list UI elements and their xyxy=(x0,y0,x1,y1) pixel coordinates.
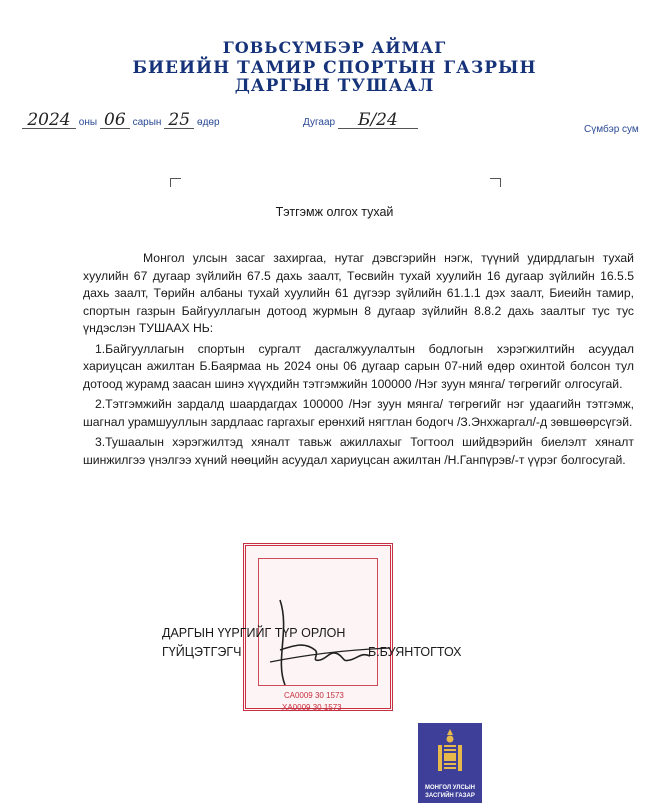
month-value: 06 xyxy=(100,112,130,129)
address-corner-right xyxy=(490,178,501,187)
year-label: оны xyxy=(78,117,98,128)
paragraph-item-2: 2.Тэтгэмжийн зардалд шаардагдах 100000 /Нэг зуун мянга/ төгрөгийг нэг удаагийн тэтгэмж, шагнал урамшууллын зардлаас гаргахыг ерөнхий нягтлан бодогч /З.Энхжаргал/-д зөвшөөрсүгэй. xyxy=(83,397,634,429)
month-label: сарын xyxy=(132,117,162,128)
signer-name: Б.БУЯНТОГТОХ xyxy=(368,645,462,659)
day-label: өдөр xyxy=(197,117,220,128)
government-logo xyxy=(418,723,482,803)
place: Сүмбэр сум xyxy=(584,124,639,135)
address-corner-left xyxy=(170,178,181,187)
header-aimag: ГОВЬСҮМБЭР АЙМАГ xyxy=(222,38,447,57)
document-title: Тэтгэмж олгох тухай xyxy=(275,205,394,219)
logo-text-line2: ЗАСГИЙН ГАЗАР xyxy=(425,793,475,799)
number-value: Б/24 xyxy=(338,112,418,129)
header-document-type: ДАРГЫН ТУШААЛ xyxy=(234,76,435,96)
header-organization: БИЕИЙН ТАМИР СПОРТЫН ГАЗРЫН xyxy=(132,58,537,78)
date-line xyxy=(22,112,220,129)
day-value: 25 xyxy=(164,112,194,129)
paragraph-item-1: 1.Байгууллагын спортын сургалт дасгалжуулалтын бодлогын хэрэгжилтийн асуудал хариуцсан ажилтан Б.Баярмаа нь 2024 оны 06 дугаар сарын 07-ний өдөр охинтой болсон тул дотоод журамд заасан шинэ хүүхдийн тэтгэмжийн 100000 /Нэг зуун мянга/ төгрөгийг олгосугай. xyxy=(83,341,634,391)
soyombo-icon xyxy=(418,723,482,783)
year-value: 2024 xyxy=(22,112,76,129)
paragraph-item-3: 3.Тушаалын хэрэгжилтэд хяналт тавьж ажиллахыг Тогтоол шийдвэрийн биелэлт хяналт шинжилгээ үнэлгээ хүний нөөцийн асуудал хариуцсан ажилтан /Н.Ганпүрэв/-т үүрэг болгосугай. xyxy=(83,435,634,467)
logo-text-line1: МОНГОЛ УЛСЫН xyxy=(425,785,475,791)
stamp-code: СА0009 30 1573 xyxy=(284,691,344,700)
stamp-code-secondary: ХА0009 30 1573 xyxy=(282,703,342,712)
number-line xyxy=(303,112,418,129)
document-body xyxy=(83,250,634,472)
signer-title-line1: ДАРГЫН ҮҮРГИЙГ ТҮР ОРЛОН xyxy=(162,626,346,640)
signer-title-line2: ГҮЙЦЭТГЭГЧ xyxy=(162,645,242,659)
number-label: Дугаар xyxy=(303,117,336,128)
paragraph-preamble: Монгол улсын засаг захиргаа, нутаг дэвсгэрийн нэгж, түүний удирдлагын тухай хуулийн 67 дугаар зүйлийн 67.5 дахь заалт, Төсвийн тухай хуулийн 16 дугаар зүйлийн 16.5.5 дахь заалт, Төрийн албаны тухай хуулийн 61 дүгээр зүйлийн 61.1.1 дэх заалт, Биеийн тамир, спортын газрын Байгууллагын дотоод журмын 8 дугаар зүйлийн 8.8.2 дахь заалтыг тус тус үндэслэн ТУШААХ НЬ: xyxy=(83,251,634,335)
